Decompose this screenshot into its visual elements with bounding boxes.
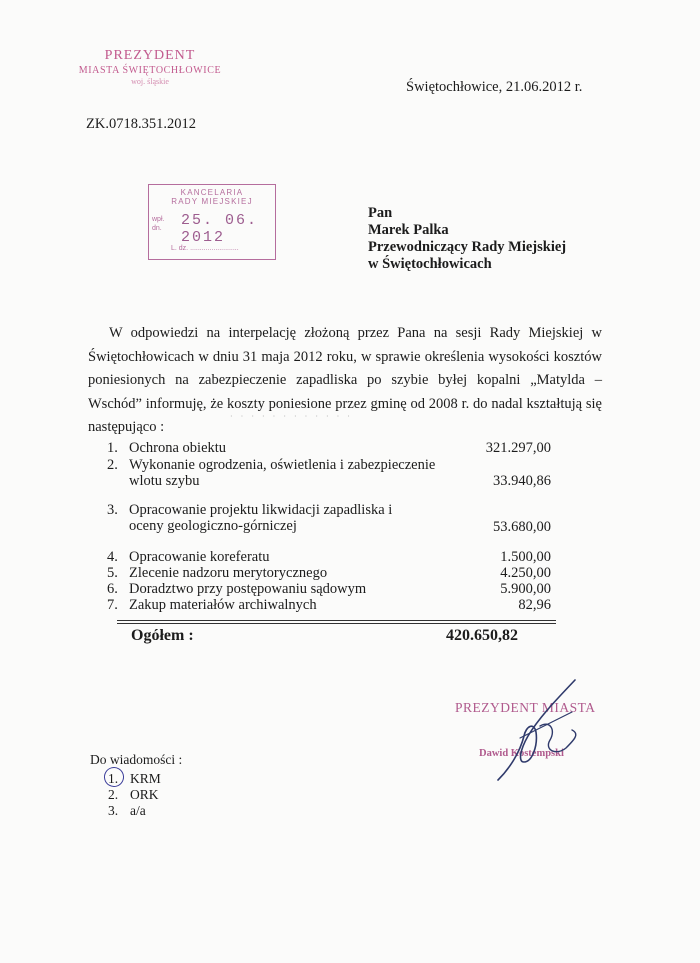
cost-item-number: 1.	[107, 440, 118, 456]
cost-item-number: 7.	[107, 597, 118, 613]
recipient-line3: Przewodniczący Rady Miejskiej	[368, 239, 567, 255]
total-divider-double	[117, 623, 556, 624]
cost-item-description: Doradztwo przy postępowaniu sądowym	[129, 581, 367, 597]
cc-item-text: KRM	[130, 771, 161, 786]
cost-item-amount: 53.680,00	[493, 519, 551, 535]
kancelaria-stamp-ldz: L. dz. .........................	[171, 245, 239, 252]
cost-item-number: 2.	[107, 457, 118, 473]
cost-item-amount: 33.940,86	[493, 473, 551, 489]
recipient-line4: w Świętochłowicach	[368, 256, 492, 272]
cc-item-number: 2.	[108, 787, 119, 802]
president-stamp-line3: woj. śląskie	[131, 77, 169, 86]
signature-stamp-title: PREZYDENT MIASTA	[455, 700, 596, 715]
kancelaria-stamp-dn-label: dn.	[152, 225, 162, 232]
cc-item-text: a/a	[130, 803, 146, 818]
cc-item-number: 1.	[108, 771, 119, 786]
total-label: Ogółem :	[131, 627, 194, 644]
cost-item-amount: 82,96	[518, 597, 551, 613]
cost-item-description: Zakup materiałów archiwalnych	[129, 597, 317, 613]
cost-item-number: 5.	[107, 565, 118, 581]
cost-item-description: Zlecenie nadzoru merytorycznego	[129, 565, 328, 581]
cost-item-number: 3.	[107, 502, 118, 518]
cost-item-amount: 321.297,00	[485, 440, 551, 456]
kancelaria-stamp-line1: KANCELARIA	[180, 188, 244, 197]
total-divider	[117, 620, 556, 621]
scan-noise: · · · · · · · · · · · ·	[230, 412, 353, 421]
body-paragraph	[88, 322, 602, 440]
body-paragraph-text: W odpowiedzi na interpelację złożoną przez Pana na sesji Rady Miejskiej w Świętochłowicach w dniu 31 maja 2012 roku, w sprawie określenia wysokości kosztów poniesionych na zabezpieczenie zapadliska po szybie byłej kopalni „Matylda – Wschód” informuję, że koszty poniesione przez gminę od 2008 r. do nadal kształtują się następująco :	[88, 325, 602, 435]
recipient-line1: Pan	[368, 205, 393, 221]
cc-item	[108, 803, 182, 819]
handwritten-signature	[480, 676, 600, 788]
place-date: Świętochłowice, 21.06.2012 r.	[406, 79, 583, 95]
total-amount: 420.650,82	[446, 627, 518, 644]
cc-heading: Do wiadomości :	[90, 752, 183, 767]
kancelaria-stamp-line2: RADY MIEJSKIEJ	[171, 197, 253, 206]
kancelaria-stamp	[148, 184, 276, 260]
cost-item-description: Wykonanie ogrodzenia, oświetlenia i zabezpieczenie wlotu szybu	[129, 457, 436, 489]
signature-stamp-name: Dawid Kostempski	[479, 748, 564, 759]
cost-item-amount: 1.500,00	[500, 549, 551, 565]
cc-item-text: ORK	[130, 787, 159, 802]
cost-item-description: Ochrona obiektu	[129, 440, 227, 456]
cost-item-amount: 5.900,00	[500, 581, 551, 597]
recipient-block	[368, 205, 566, 273]
cost-item-description: Opracowanie koreferatu	[129, 549, 270, 565]
cost-item-number: 6.	[107, 581, 118, 597]
cc-item-number: 3.	[108, 803, 119, 818]
president-stamp-line1: PREZYDENT	[104, 48, 196, 63]
kancelaria-stamp-wpl-label: wpł.	[152, 216, 165, 223]
reference-number: ZK.0718.351.2012	[86, 116, 196, 132]
cc-block	[90, 752, 182, 819]
kancelaria-stamp-wpl	[152, 215, 164, 233]
cost-item-description: Opracowanie projektu likwidacji zapadliska i oceny geologiczno-górniczej	[129, 502, 393, 534]
president-stamp-line2: MIASTA ŚWIĘTOCHŁOWICE	[78, 65, 222, 76]
president-stamp	[60, 48, 240, 86]
kancelaria-stamp-date: 25. 06. 2012	[181, 212, 259, 246]
recipient-line2: Marek Palka	[368, 222, 449, 238]
cost-item-number: 4.	[107, 549, 118, 565]
cc-item	[108, 787, 182, 803]
cost-item-amount: 4.250,00	[500, 565, 551, 581]
